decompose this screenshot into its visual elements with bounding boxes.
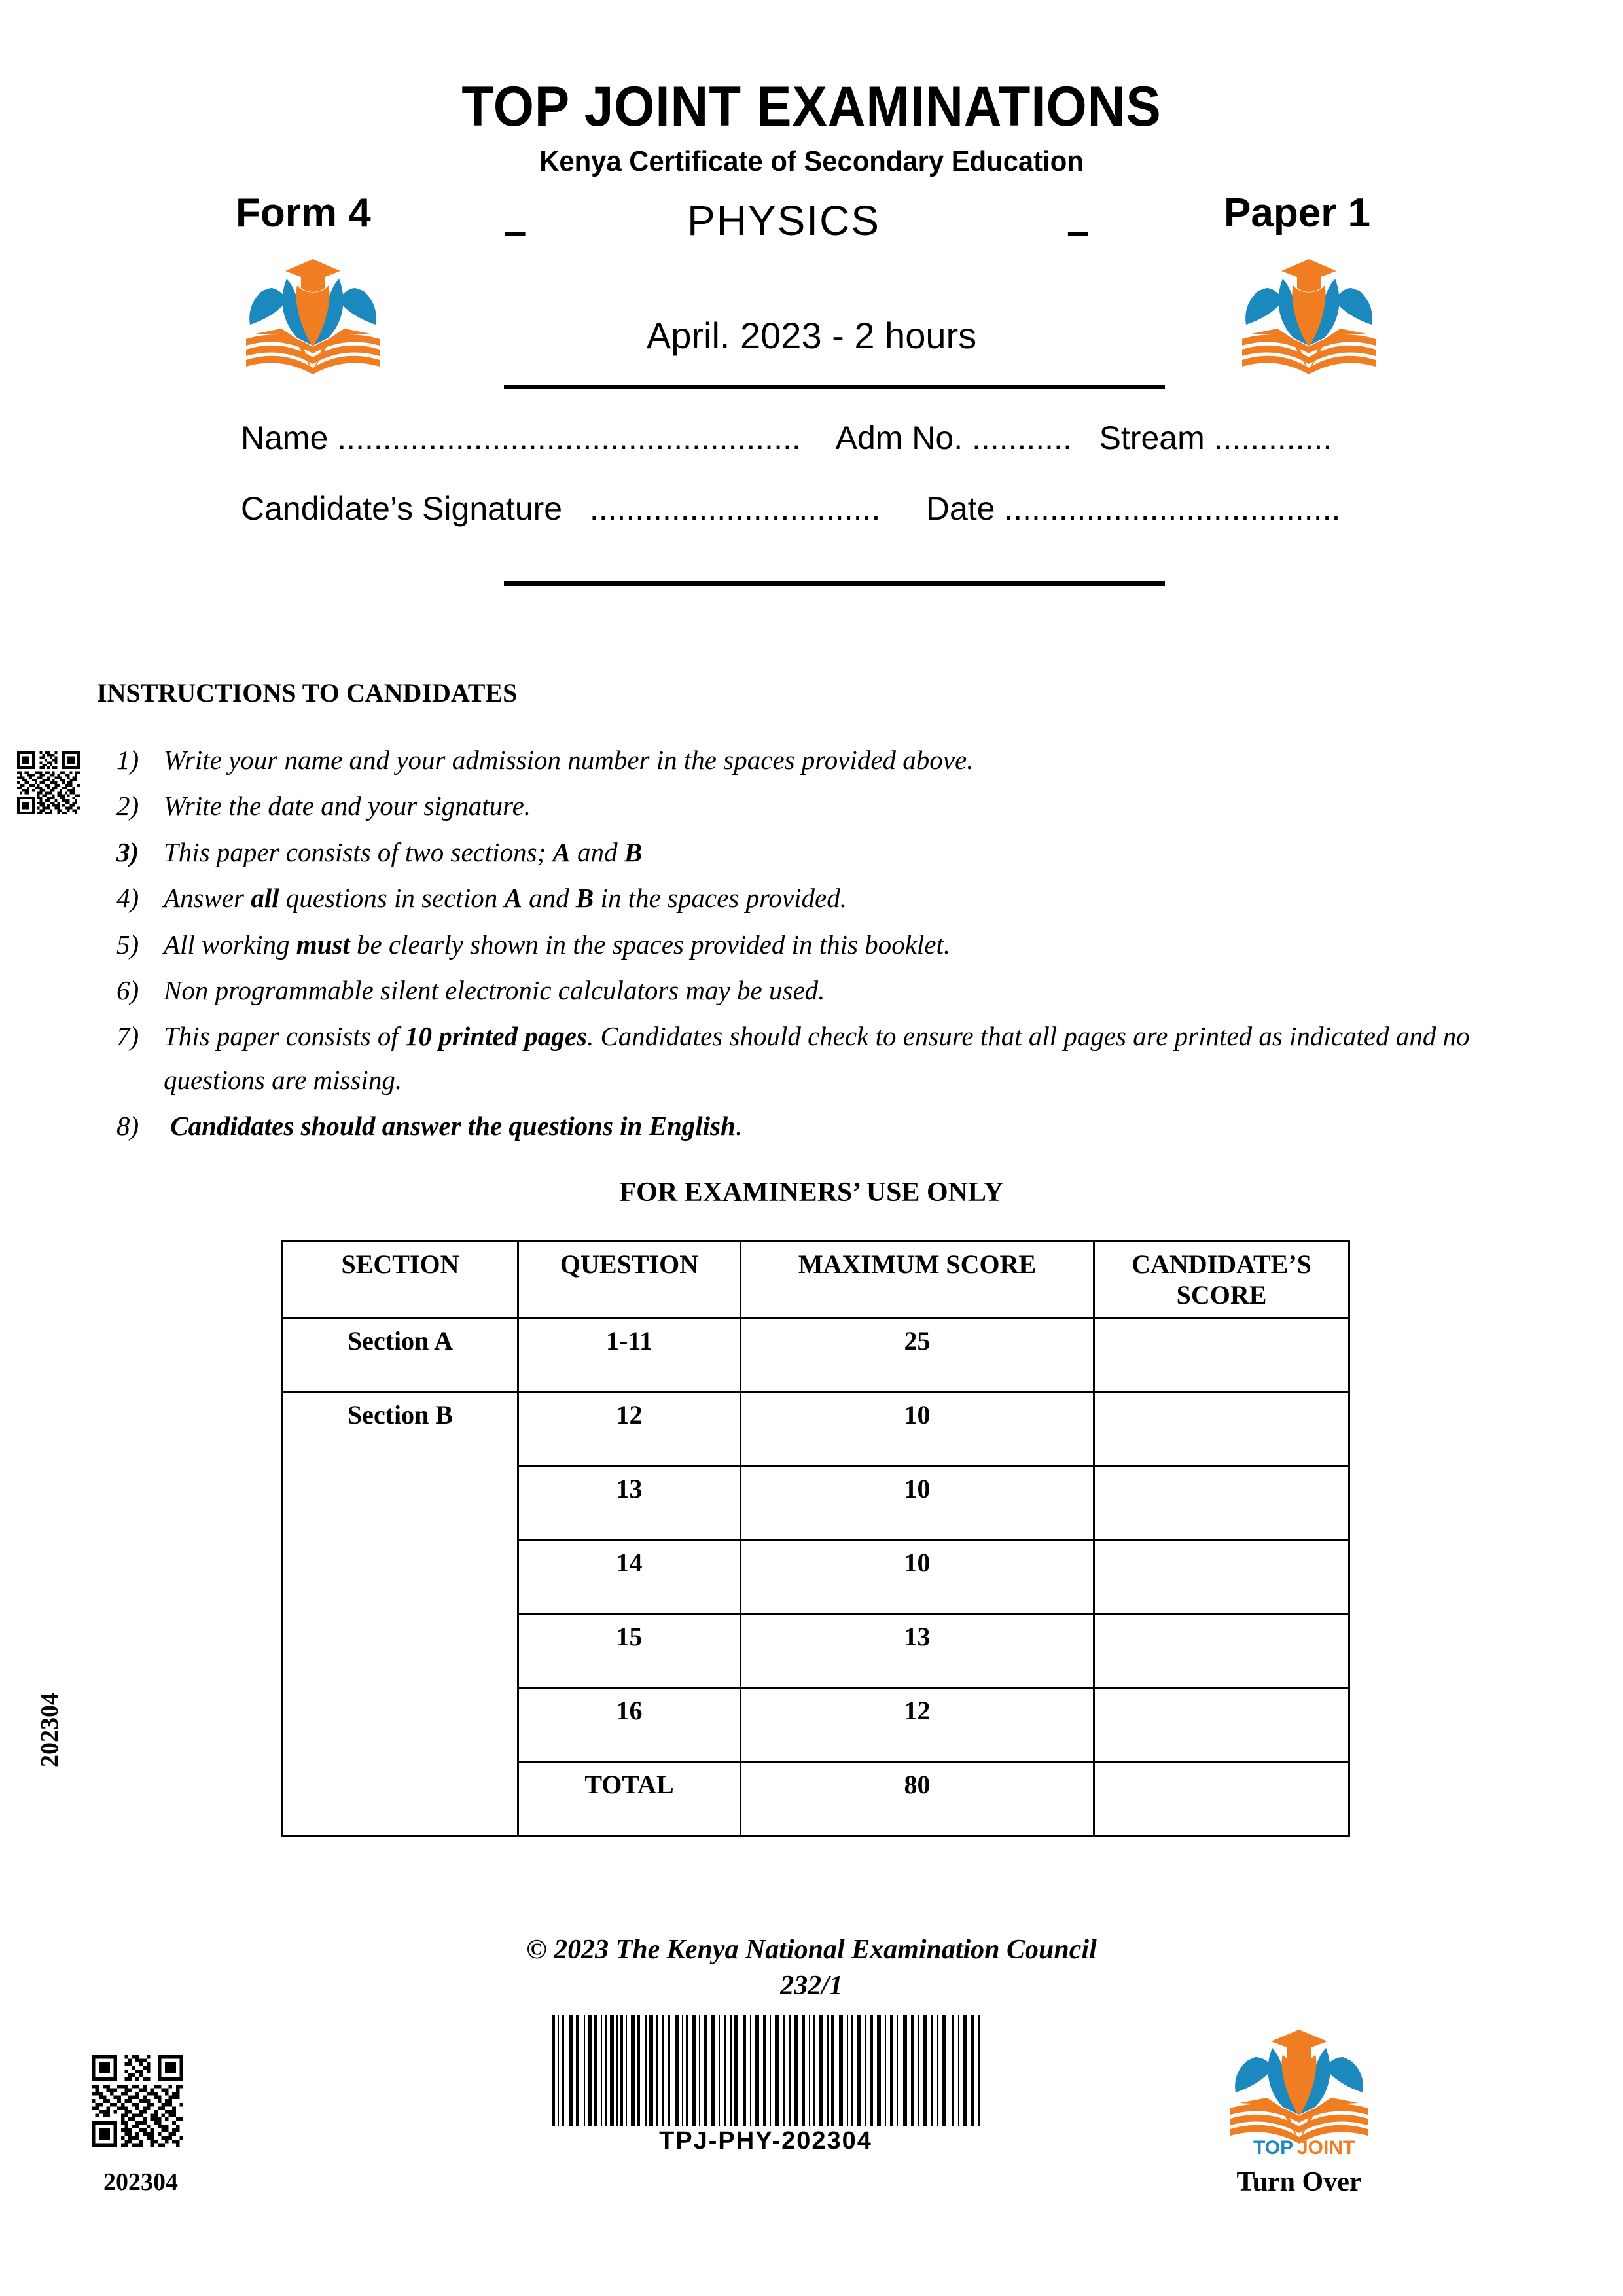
instruction-item bbox=[116, 1104, 1510, 1147]
cell-candidate-score[interactable] bbox=[1094, 1392, 1349, 1466]
instruction-number: 6) bbox=[116, 975, 139, 1006]
instruction-item bbox=[116, 969, 1510, 1012]
turn-over-label: Turn Over bbox=[1236, 2167, 1362, 2197]
paper-code-label: 232/1 bbox=[780, 1971, 843, 2001]
qr-code-icon-footer bbox=[92, 2055, 183, 2147]
table-row bbox=[283, 1392, 1349, 1466]
page-title: TOP JOINT EXAMINATIONS bbox=[461, 75, 1162, 138]
cell-max-score-total: 80 bbox=[741, 1762, 1094, 1836]
column-header-maximum-score: MAXIMUM SCORE bbox=[741, 1242, 1094, 1318]
instructions-list bbox=[116, 738, 1510, 1151]
cell-max-score: 10 bbox=[741, 1540, 1094, 1614]
margin-paper-code: 202304 bbox=[36, 1693, 63, 1767]
barcode-block bbox=[550, 2015, 982, 2155]
instruction-item bbox=[116, 1014, 1510, 1102]
signature-label: Candidate’s Signature bbox=[241, 490, 563, 527]
subject-label: PHYSICS bbox=[687, 197, 880, 244]
header-rule-bottom bbox=[504, 581, 1165, 586]
cell-candidate-score[interactable] bbox=[1094, 1688, 1349, 1762]
barcode-icon bbox=[550, 2015, 982, 2126]
instruction-number: 4) bbox=[116, 883, 139, 914]
adm-no-label: Adm No. bbox=[835, 420, 963, 456]
instructions-heading: INSTRUCTIONS TO CANDIDATES bbox=[97, 678, 518, 708]
cell-question: 14 bbox=[518, 1540, 741, 1614]
cell-max-score: 10 bbox=[741, 1466, 1094, 1540]
exam-header bbox=[0, 75, 1623, 178]
cell-candidate-score[interactable] bbox=[1094, 1614, 1349, 1688]
name-label: Name bbox=[241, 420, 329, 456]
cell-question-total: TOTAL bbox=[518, 1762, 741, 1836]
top-joint-logo-right bbox=[1237, 247, 1381, 378]
instruction-text: Candidates should answer the questions in English. bbox=[170, 1111, 743, 1141]
signature-date-row bbox=[241, 490, 1340, 528]
instruction-number: 2) bbox=[116, 791, 139, 821]
instruction-item bbox=[116, 738, 1510, 781]
instruction-text: Write the date and your signature. bbox=[164, 791, 531, 821]
date-label: Date bbox=[925, 490, 995, 527]
separator-dash-left: – bbox=[504, 209, 527, 254]
name-input[interactable]: ................................................... bbox=[337, 420, 801, 456]
instruction-text: Non programmable silent electronic calculators may be used. bbox=[164, 975, 825, 1006]
logo-text-joint: JOINT bbox=[1297, 2137, 1355, 2157]
cell-candidate-score[interactable] bbox=[1094, 1540, 1349, 1614]
cell-question: 16 bbox=[518, 1688, 741, 1762]
header-rule-top bbox=[504, 385, 1165, 389]
cell-question: 15 bbox=[518, 1614, 741, 1688]
cell-candidate-score-total[interactable] bbox=[1094, 1762, 1349, 1836]
name-adm-stream-row bbox=[241, 419, 1332, 457]
instruction-number: 1) bbox=[116, 745, 139, 775]
instruction-text: This paper consists of two sections; A and B bbox=[164, 836, 643, 867]
instruction-item bbox=[116, 876, 1510, 920]
examiners-score-table bbox=[281, 1240, 1350, 1837]
logo-text-top: TOP bbox=[1253, 2137, 1294, 2157]
cell-question: 12 bbox=[518, 1392, 741, 1466]
instruction-item bbox=[116, 784, 1510, 827]
instruction-number: 5) bbox=[116, 929, 139, 960]
signature-input[interactable]: ................................ bbox=[589, 490, 881, 527]
cell-question: 13 bbox=[518, 1466, 741, 1540]
table-header-row bbox=[283, 1242, 1349, 1318]
cell-max-score: 12 bbox=[741, 1688, 1094, 1762]
cell-section: Section A bbox=[283, 1318, 518, 1392]
top-joint-logo-footer bbox=[1224, 2026, 1374, 2157]
column-header-candidate-score: CANDIDATE’S SCORE bbox=[1094, 1242, 1349, 1318]
instruction-item bbox=[116, 831, 1510, 874]
paper-number-label: Paper 1 bbox=[1224, 190, 1371, 236]
adm-no-input[interactable]: ........... bbox=[972, 420, 1072, 456]
instruction-text: Write your name and your admission number in the spaces provided above. bbox=[164, 745, 974, 775]
examiners-table-title: FOR EXAMINERS’ USE ONLY bbox=[619, 1177, 1004, 1208]
form-level-label: Form 4 bbox=[236, 190, 371, 236]
top-joint-logo-left bbox=[241, 247, 385, 378]
stream-label: Stream bbox=[1099, 420, 1205, 456]
qr-code-icon-sidebar bbox=[17, 751, 80, 814]
cell-candidate-score[interactable] bbox=[1094, 1318, 1349, 1392]
instruction-number: 7) bbox=[116, 1021, 139, 1052]
barcode-label: TPJ-PHY-202304 bbox=[659, 2127, 872, 2155]
cell-section: Section B bbox=[283, 1392, 518, 1836]
separator-dash-right: – bbox=[1067, 209, 1090, 254]
cell-candidate-score[interactable] bbox=[1094, 1466, 1349, 1540]
instruction-text: All working must be clearly shown in the spaces provided in this booklet. bbox=[164, 929, 951, 960]
date-input[interactable]: ..................................... bbox=[1004, 490, 1341, 527]
footer-paper-code: 202304 bbox=[103, 2168, 178, 2196]
cell-max-score: 10 bbox=[741, 1392, 1094, 1466]
date-duration-label: April. 2023 - 2 hours bbox=[646, 315, 977, 356]
column-header-section: SECTION bbox=[283, 1242, 518, 1318]
exam-subtitle: Kenya Certificate of Secondary Education bbox=[539, 145, 1084, 177]
instruction-item bbox=[116, 923, 1510, 966]
table-row bbox=[283, 1318, 1349, 1392]
instruction-number: 3) bbox=[116, 836, 139, 867]
stream-input[interactable]: ............. bbox=[1213, 420, 1332, 456]
instruction-text: This paper consists of 10 printed pages. Candidates should check to ensure that all pages are printed as indicated and no questions are missing. bbox=[164, 1021, 1470, 1095]
cell-max-score: 25 bbox=[741, 1318, 1094, 1392]
cell-max-score: 13 bbox=[741, 1614, 1094, 1688]
column-header-question: QUESTION bbox=[518, 1242, 741, 1318]
instruction-number: 8) bbox=[116, 1111, 139, 1141]
cell-question: 1-11 bbox=[518, 1318, 741, 1392]
copyright-notice: © 2023 The Kenya National Examination Council bbox=[526, 1935, 1097, 1965]
instruction-text: Answer all questions in section A and B in the spaces provided. bbox=[164, 883, 847, 914]
